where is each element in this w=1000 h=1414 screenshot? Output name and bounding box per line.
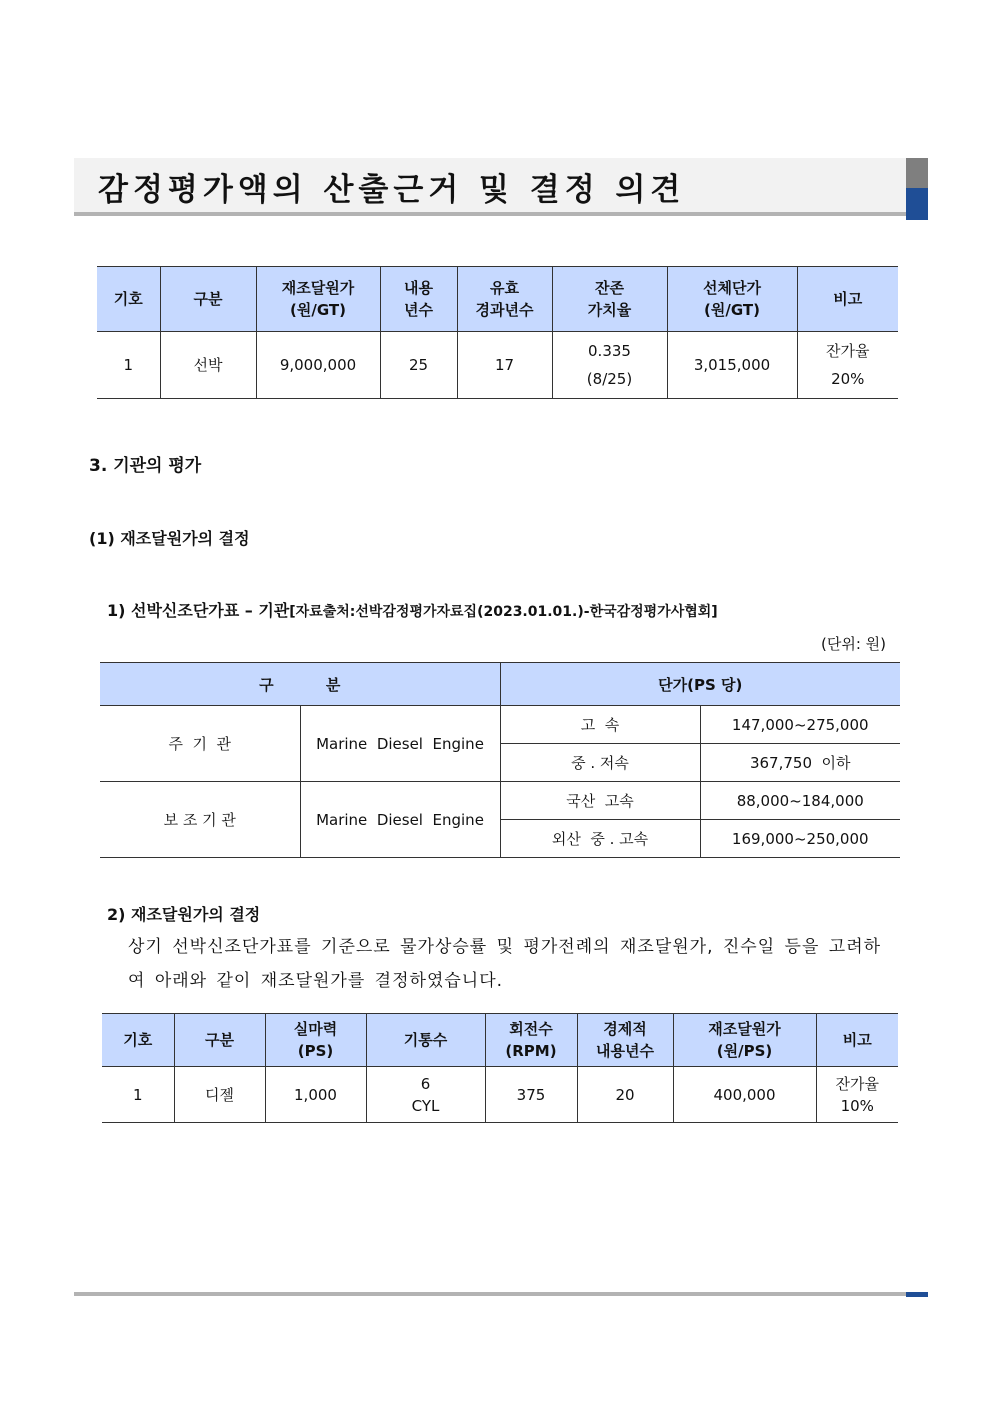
header-elapsed: 유효 경과년수	[457, 267, 552, 332]
cell-economic-life: 20	[577, 1067, 673, 1123]
paragraph-line: 여 아래와 같이 재조달원가를 결정하였습니다.	[128, 971, 504, 991]
cell-engine-type: Marine Diesel Engine	[300, 782, 500, 858]
header-no: 기호	[97, 267, 160, 332]
table-header-row	[102, 1014, 898, 1067]
cylinders-value: 6	[420, 1074, 431, 1093]
cell-price: 367,750 이하	[700, 744, 900, 782]
page-title: 감정평가액의 산출근거 및 결정 의견	[98, 172, 686, 208]
subsubsection-heading	[107, 598, 718, 621]
note-value: 20%	[831, 370, 865, 388]
cell-type: 디젤	[174, 1067, 265, 1123]
header-type: 구분	[174, 1014, 265, 1067]
cell-cylinders	[366, 1067, 485, 1123]
footer-line	[74, 1292, 908, 1296]
table-row	[100, 706, 900, 744]
table-header-row	[100, 663, 900, 706]
cell-no: 1	[97, 332, 160, 399]
header-power: 실마력 (PS)	[265, 1014, 366, 1067]
cell-power: 1,000	[265, 1067, 366, 1123]
table-row	[102, 1067, 898, 1123]
subsection-heading: (1) 재조달원가의 결정	[89, 529, 250, 548]
note-label: 잔가율	[835, 1074, 879, 1093]
title-accent-gray	[906, 158, 928, 188]
cell-replacement-cost: 400,000	[673, 1067, 816, 1123]
cell-speed: 중 . 저속	[500, 744, 700, 782]
unit-note: (단위: 원)	[821, 635, 886, 653]
cell-engine-group: 보 조 기 관	[100, 782, 300, 858]
cell-price: 147,000~275,000	[700, 706, 900, 744]
cell-speed: 고 속	[500, 706, 700, 744]
cell-elapsed: 17	[457, 332, 552, 399]
note-label: 잔가율	[826, 342, 870, 360]
cell-price: 169,000~250,000	[700, 820, 900, 858]
header-useful-life: 내용 년수	[380, 267, 457, 332]
header-replacement-cost: 재조달원가 (원/GT)	[256, 267, 380, 332]
heading-label: 1) 선박신조단가표 – 기관	[107, 601, 290, 620]
header-category: 구 분	[100, 663, 500, 706]
cell-speed: 외산 중 . 고속	[500, 820, 700, 858]
header-rpm: 회전수 (RPM)	[485, 1014, 577, 1067]
header-unit-price: 단가(PS 당)	[500, 663, 900, 706]
header-note: 비고	[816, 1014, 898, 1067]
cell-rpm: 375	[485, 1067, 577, 1123]
footer-accent	[906, 1292, 928, 1297]
table-row	[100, 782, 900, 820]
cell-replacement-cost: 9,000,000	[256, 332, 380, 399]
header-hull-unit-price: 선체단가 (원/GT)	[667, 267, 797, 332]
subsubsection-heading: 2) 재조달원가의 결정	[107, 905, 261, 924]
cell-residual-rate	[552, 332, 667, 399]
residual-rate-fraction: (8/25)	[586, 370, 633, 388]
source-note: [자료출처:선박감정평가자료집(2023.01.01.)-한국감정평가사협회]	[289, 604, 718, 620]
header-economic-life: 경제적 내용년수	[577, 1014, 673, 1067]
engine-valuation-table	[102, 1013, 898, 1123]
paragraph-line: 상기 선박신조단가표를 기준으로 물가상승률 및 평가전례의 재조달원가, 진수일 등을 고려하	[128, 937, 882, 957]
cell-no: 1	[102, 1067, 174, 1123]
cell-engine-group: 주 기 관	[100, 706, 300, 782]
header-type: 구분	[160, 267, 256, 332]
engine-unit-price-table	[100, 662, 900, 858]
cylinders-unit: CYL	[411, 1096, 440, 1115]
cell-note	[816, 1067, 898, 1123]
header-cylinders: 기통수	[366, 1014, 485, 1067]
title-underline	[74, 212, 908, 216]
cell-speed: 국산 고속	[500, 782, 700, 820]
title-accent-blue	[906, 188, 928, 220]
section-heading: 3. 기관의 평가	[89, 456, 202, 476]
header-replacement-cost: 재조달원가 (원/PS)	[673, 1014, 816, 1067]
cell-price: 88,000~184,000	[700, 782, 900, 820]
header-residual-rate: 잔존 가치율	[552, 267, 667, 332]
ship-valuation-table	[97, 266, 898, 399]
cell-type: 선박	[160, 332, 256, 399]
residual-rate-value: 0.335	[588, 342, 631, 360]
header-no: 기호	[102, 1014, 174, 1067]
table-row	[97, 332, 898, 399]
cell-hull-unit-price: 3,015,000	[667, 332, 797, 399]
cell-note	[797, 332, 898, 399]
table-header-row	[97, 267, 898, 332]
header-note: 비고	[797, 267, 898, 332]
cell-engine-type: Marine Diesel Engine	[300, 706, 500, 782]
cell-useful-life: 25	[380, 332, 457, 399]
note-value: 10%	[840, 1096, 874, 1115]
